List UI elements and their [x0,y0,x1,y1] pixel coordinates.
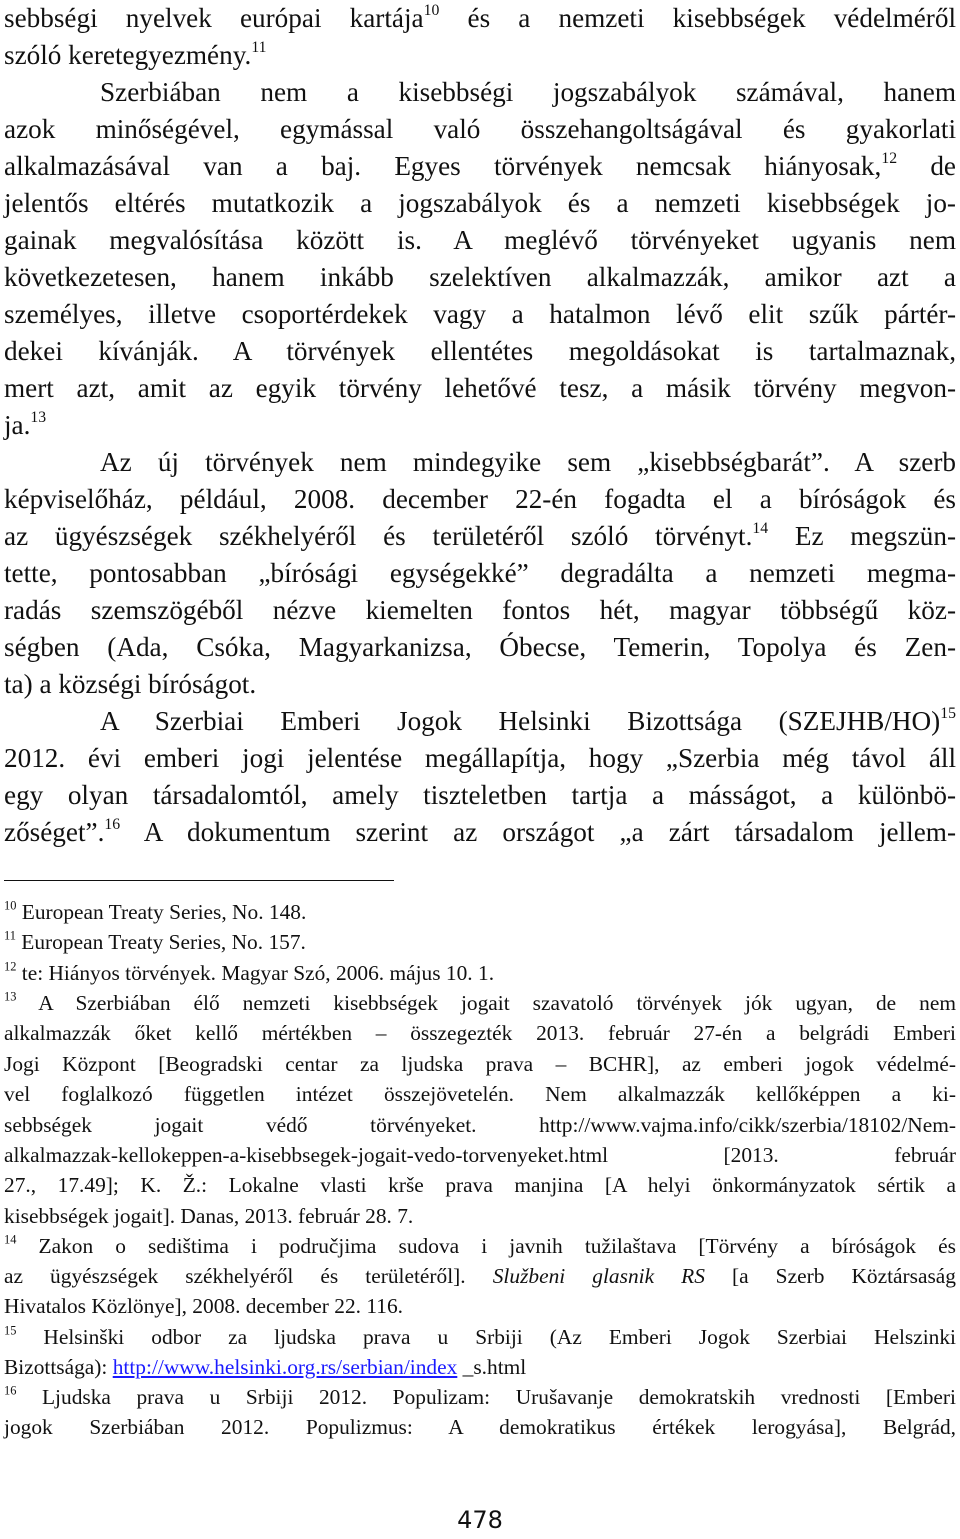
body-line [4,370,956,407]
body-line [4,259,956,296]
footnote-line [4,1353,956,1382]
body-line [4,481,956,518]
body-line-text: de [897,151,956,181]
footnote-text: Bizottsága): [4,1355,113,1379]
footnote-text: vel foglalkozó független intézet összejövetelén. Nem alkalmazzák kellőképpen a ki- [4,1082,956,1106]
footnote-number: 13 [4,989,17,1004]
footnote-reference[interactable]: 11 [251,39,267,57]
body-line-text: ta) a községi bíróságot. [4,669,257,699]
footnote-line [4,1080,956,1109]
footnote-text: Ljudska prava u Srbiji 2012. Populizam: Urušavanje demokratskih vrednosti [Emberi [16,1385,956,1409]
body-line [4,814,956,851]
body-line-text: dekei kívánják. A törvények ellentétes megoldásokat is tartalmaznak, [4,336,956,366]
body-line-text: jelentős eltérés mutatkozik a jogszabályok és a nemzeti kisebbségek jo- [4,188,956,218]
footnote-text: A Szerbiában élő nemzeti kisebbségek jogait szavatoló törvények jók ugyan, de nem [16,991,956,1015]
body-line-text: A dokumentum szerint az országot „a zárt társadalom jellem- [120,817,956,847]
footnote-line [4,1262,956,1291]
footnote-text: Hivatalos Közlönye], 2008. december 22. 116. [4,1294,403,1318]
footnote-text: te: Hiányos törvények. Magyar Szó, 2006. május 10. 1. [16,961,495,985]
body-line-text: mert azt, amit az egyik törvény lehetővé tesz, a másik törvény megvon- [4,373,956,403]
document-page [4,0,956,1539]
body-line-text: A Szerbiai Emberi Jogok Helsinki Bizottsága (SZEJHB/HO) [100,706,941,736]
footnote-line [4,959,956,988]
footnote-reference[interactable]: 14 [752,520,769,538]
body-line [4,333,956,370]
body-line [4,555,956,592]
footnote-line [4,1383,956,1412]
body-line-text: Az új törvények nem mindegyike sem „kisebbségbarát”. A szerb [100,447,956,477]
body-line [4,666,956,703]
footnote-line [4,1413,956,1442]
footnote-line [4,1019,956,1048]
body-line-text: képviselőház, például, 2008. december 22-én fogadta el a bíróságok és [4,484,956,514]
footnote-text: 27., 17.49]; K. Ž.: Lokalne vlasti krše prava manjina [A helyi önkormányzatok sértik a [4,1173,956,1197]
footnote-line [4,1050,956,1079]
body-line-text: alkalmazásával van a baj. Egyes törvények nemcsak hiányosak, [4,151,882,181]
footnote-number: 12 [4,959,17,974]
body-line-text: szóló keretegyezmény. [4,40,252,70]
body-line [4,37,956,74]
footnote-reference[interactable]: 12 [881,150,898,168]
body-line-text: Ez megszün- [768,521,957,551]
body-line [4,740,956,777]
footnote-italic-title: Službeni glasnik RS [492,1264,705,1288]
body-line-text: radás szemszögéből nézve kiemelten fontos hét, magyar többségű köz- [4,595,956,625]
footnote-text: European Treaty Series, No. 148. [16,900,307,924]
footnote-text: sebbségek jogait védő törvényeket. http://www.vajma.info/cikk/szerbia/18102/Nem- [4,1113,956,1137]
footnote-number: 14 [4,1232,17,1247]
footnote-text: kisebbségek jogait]. Danas, 2013. február 28. 7. [4,1204,414,1228]
body-line-text: sebbségi nyelvek európai kartája [4,3,424,33]
footnote-number: 11 [4,928,16,943]
footnote-text: Zakon o sedištima i područjima sudova i javnih tužilaštava [Törvény a bíróságok és [16,1234,956,1258]
footnote-number: 15 [4,1323,17,1338]
footnote-number: 16 [4,1383,17,1398]
body-line [4,703,956,740]
footnote-text: Jogi Központ [Beogradski centar za ljudska prava – BCHR], az emberi jogok védelmé- [4,1052,956,1076]
body-line-text: tette, pontosabban „bírósági egységekké” degradálta a nemzeti megma- [4,558,956,588]
body-line-text: ségben (Ada, Csóka, Magyarkanizsa, Óbecse, Temerin, Topolya és Zen- [4,632,956,662]
body-line [4,444,956,481]
footnote-reference[interactable]: 15 [940,705,956,723]
footnote-link[interactable]: http://www.helsinki.org.rs/serbian/index [112,1355,458,1379]
body-line-text: személyes, illetve csoportérdekek vagy a hatalmon lévő elit szűk pártér- [4,299,956,329]
footnote-line [4,1141,956,1170]
body-line [4,777,956,814]
footnote-line [4,1323,956,1352]
footnote-text: jogok Szerbiában 2012. Populizmus: A demokratikus értékek lerogyása], Belgrád, [4,1415,956,1439]
footnote-text: alkalmazzák őket kellő mértékben – összegezték 2013. február 27-én a belgrádi Emberi [4,1021,956,1045]
footnote-text: Helsinški odbor za ljudska prava u Srbiji (Az Emberi Jogok Szerbiai Helszinki [16,1325,956,1349]
footnote-line [4,1171,956,1200]
footnote-text: European Treaty Series, No. 157. [15,930,306,954]
body-line [4,296,956,333]
body-line-text: gainak megvalósítása között is. A meglévő törvényeket ugyanis nem [4,225,956,255]
body-line-text: és a nemzeti kisebbségek védelméről [439,3,956,33]
footnote-reference[interactable]: 16 [104,816,121,834]
footnote-text: [a Szerb Köztársaság [704,1264,956,1288]
footnote-line [4,989,956,1018]
footnote-line [4,1111,956,1140]
body-line-text: ja. [4,410,31,440]
body-line [4,111,956,148]
body-line [4,407,956,444]
body-line [4,0,956,37]
body-line [4,518,956,555]
footnote-reference[interactable]: 10 [423,2,440,20]
body-line-text: azok minőségével, egymással való összehangoltságával és gyakorlati [4,114,956,144]
body-line [4,592,956,629]
body-line-text: egy olyan társadalomtól, amely tiszteletben tartja a másságot, a különbö- [4,780,956,810]
body-line-text: következetesen, hanem inkább szelektíven alkalmazzák, amikor azt a [4,262,956,292]
footnote-number: 10 [4,898,17,913]
page-number: 478 [457,1506,503,1534]
body-line-text: 2012. évi emberi jogi jelentése megállapítja, hogy „Szerbia még távol áll [4,743,956,773]
footnote-line [4,1232,956,1261]
footnote-reference[interactable]: 13 [30,409,47,427]
body-line [4,222,956,259]
body-line [4,74,956,111]
footnote-line [4,1202,956,1231]
body-line-text: az ügyészségek székhelyéről és területéről szóló törvényt. [4,521,753,551]
body-line [4,629,956,666]
footnote-line [4,928,956,957]
footnote-line [4,898,956,927]
body-line-text: zőséget”. [4,817,105,847]
footnote-text: az ügyészségek székhelyéről és területéről]. [4,1264,493,1288]
footnote-text: _s.html [457,1355,527,1379]
footnote-line [4,1292,956,1321]
footnote-separator [4,880,394,881]
body-line-text: Szerbiában nem a kisebbségi jogszabályok számával, hanem [100,77,956,107]
body-line [4,185,956,222]
body-line [4,148,956,185]
footnote-text: alkalmazzak-kellokeppen-a-kisebbsegek-jogait-vedo-torvenyeket.html [2013. február [4,1143,956,1167]
